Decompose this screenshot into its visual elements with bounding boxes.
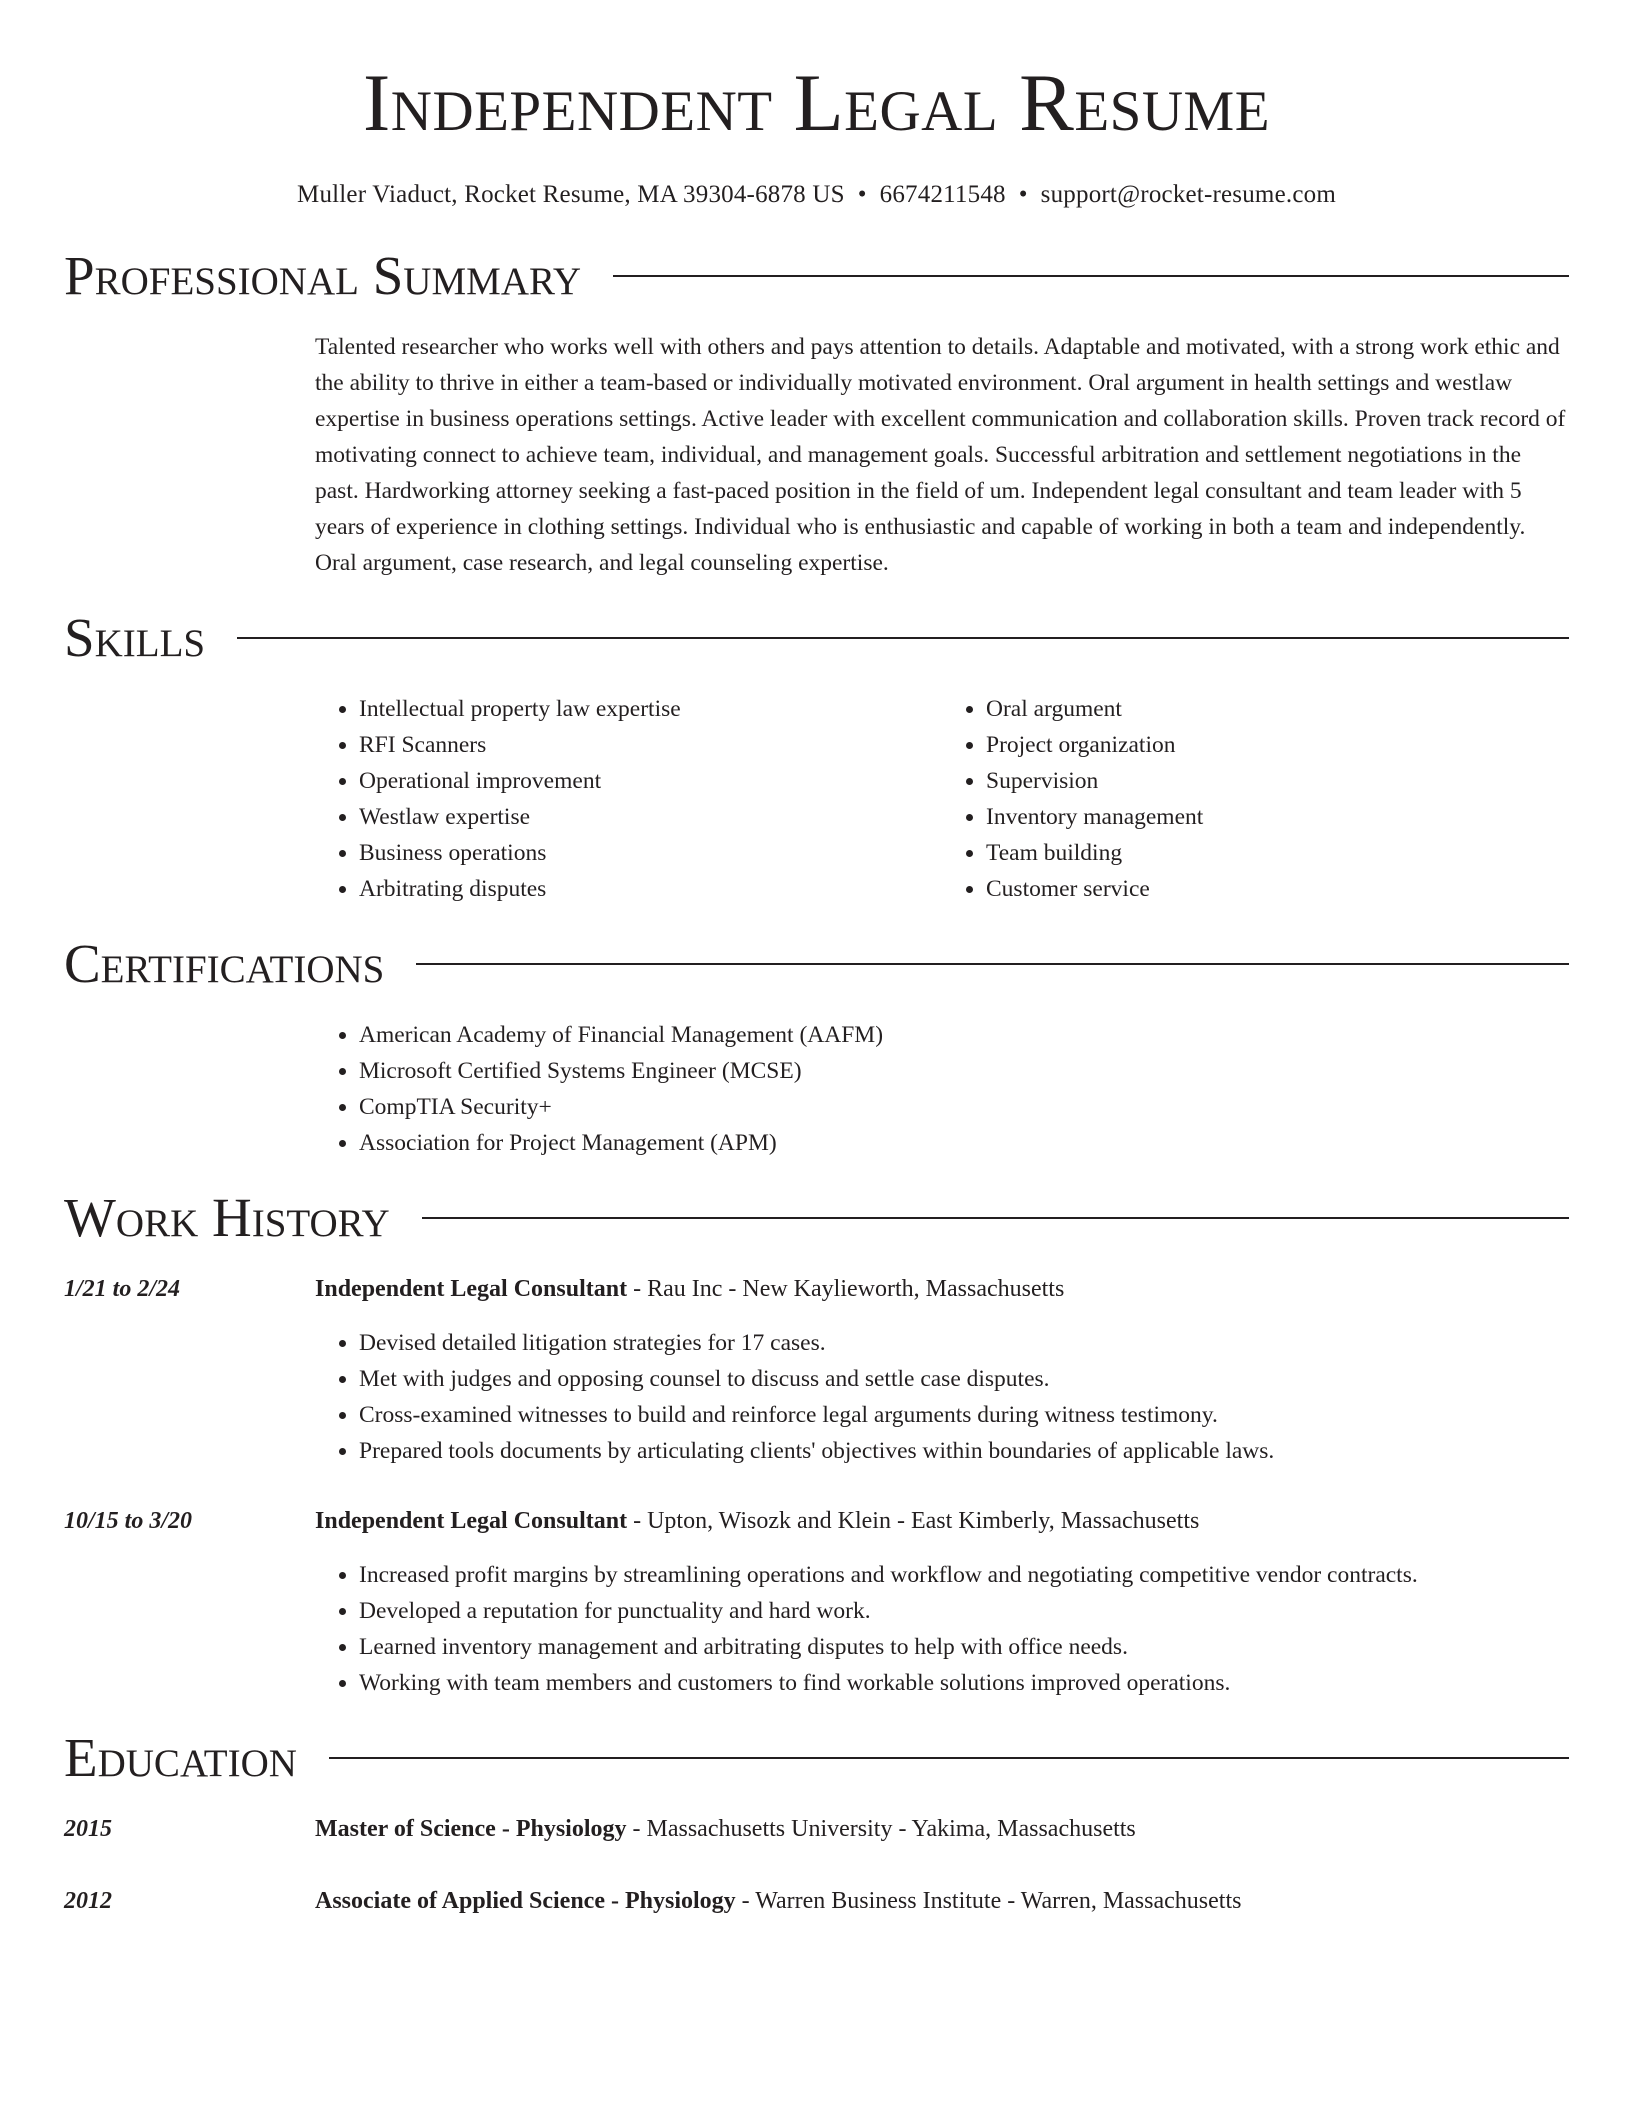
job-bullet: • Developed a reputation for punctuality and hard work. (359, 1593, 1569, 1629)
education-heading (315, 1811, 1569, 1847)
job-bullet-list (315, 1325, 1569, 1469)
section-title-education: Education (64, 1726, 297, 1788)
skill-item: • Operational improvement (359, 763, 942, 799)
contact-email: support@rocket-resume.com (1040, 181, 1336, 208)
certification-item: • CompTIA Security+ (359, 1089, 1569, 1125)
job-entry (64, 1503, 1569, 1539)
skill-item: • Project organization (986, 727, 1569, 763)
job-bullet: • Met with judges and opposing counsel to discuss and settle case disputes. (359, 1361, 1569, 1397)
skill-item: • Oral argument (986, 691, 1569, 727)
job-heading (315, 1271, 1569, 1307)
contact-line (64, 182, 1569, 207)
job-dates: 1/21 to 2/24 (64, 1276, 181, 1302)
skill-item: • Team building (986, 835, 1569, 871)
section-divider (613, 275, 1569, 277)
job-heading (315, 1503, 1569, 1539)
skill-item: • Arbitrating disputes (359, 871, 942, 907)
section-title-summary: Professional Summary (64, 244, 582, 306)
certification-item: • American Academy of Financial Management (AAFM) (359, 1017, 1569, 1053)
job-details: - Upton, Wisozk and Klein - East Kimberly, Massachusetts (627, 1508, 1200, 1534)
education-heading (315, 1883, 1569, 1919)
education-details: - Massachusetts University - Yakima, Massachusetts (626, 1816, 1136, 1842)
skill-item: • RFI Scanners (359, 727, 942, 763)
job-bullet: • Devised detailed litigation strategies for 17 cases. (359, 1325, 1569, 1361)
job-bullet: • Learned inventory management and arbitrating disputes to help with office needs. (359, 1629, 1569, 1665)
skill-item: • Business operations (359, 835, 942, 871)
skills-section (64, 607, 1569, 907)
job-bullet: • Cross-examined witnesses to build and reinforce legal arguments during witness testimony. (359, 1397, 1569, 1433)
job-bullet-list (315, 1557, 1569, 1701)
job-bullets (64, 1557, 1569, 1701)
job-bullets (64, 1325, 1569, 1469)
section-title-certifications: Certifications (64, 932, 385, 994)
skills-grid (64, 691, 1569, 907)
education-entry (64, 1883, 1569, 1919)
skill-item: • Customer service (986, 871, 1569, 907)
skill-item: • Inventory management (986, 799, 1569, 835)
job-details: - Rau Inc - New Kaylieworth, Massachusetts (627, 1276, 1065, 1302)
section-title-work-history: Work History (64, 1186, 390, 1248)
job-role: Independent Legal Consultant (315, 1276, 628, 1302)
certifications-section (64, 933, 1569, 1161)
skills-list-right (942, 691, 1569, 907)
job-bullet: • Increased profit margins by streamlining operations and workflow and negotiating competitive vendor contracts. (359, 1557, 1569, 1593)
certifications-list (315, 1017, 1569, 1161)
work-history-section (64, 1187, 1569, 1701)
section-header (64, 245, 1569, 305)
certification-item: • Microsoft Certified Systems Engineer (MCSE) (359, 1053, 1569, 1089)
section-divider (416, 963, 1569, 965)
resume-title: Independent Legal Resume (362, 57, 1271, 148)
job-bullet: • Prepared tools documents by articulating clients' objectives within boundaries of applicable laws. (359, 1433, 1569, 1469)
summary-section (64, 245, 1569, 581)
education-year: 2012 (64, 1888, 112, 1914)
skills-list-left (315, 691, 942, 907)
certifications-list-wrap (64, 1017, 1569, 1161)
education-year: 2015 (64, 1816, 112, 1842)
section-title-skills: Skills (64, 606, 206, 668)
summary-text: Talented researcher who works well with others and pays attention to details. Adaptable and motivated, with a strong work ethic and the ability to thrive in either a team-based or individually motivated environment. Oral argument in health settings and westlaw expertise in business operations settings. Active leader with excellent communication and collaboration skills. Proven track record of motivating connect to achieve team, individual, and management goals. Successful arbitration and settlement negotiations in the past. Hardworking attorney seeking a fast-paced position in the field of um. Independent legal consultant and team leader with 5 years of experience in clothing settings. Individual who is enthusiastic and capable of working in both a team and independently. Oral argument, case research, and legal counseling expertise. (315, 334, 1566, 576)
section-divider (422, 1217, 1569, 1219)
section-header (64, 1187, 1569, 1247)
job-dates: 10/15 to 3/20 (64, 1508, 193, 1534)
section-divider (329, 1757, 1569, 1759)
job-entry (64, 1271, 1569, 1307)
certification-item: • Association for Project Management (APM) (359, 1125, 1569, 1161)
skill-item: • Intellectual property law expertise (359, 691, 942, 727)
contact-address: Muller Viaduct, Rocket Resume, MA 39304-6878 US (297, 181, 845, 208)
skill-item: • Westlaw expertise (359, 799, 942, 835)
section-header (64, 607, 1569, 667)
contact-separator: • (1018, 181, 1028, 208)
section-header (64, 1727, 1569, 1787)
education-details: - Warren Business Institute - Warren, Massachusetts (735, 1888, 1242, 1914)
contact-separator: • (857, 181, 867, 208)
job-role: Independent Legal Consultant (315, 1508, 628, 1534)
job-bullet: • Working with team members and customers to find workable solutions improved operations. (359, 1665, 1569, 1701)
section-header (64, 933, 1569, 993)
contact-phone: 6674211548 (879, 181, 1006, 208)
education-section (64, 1727, 1569, 1919)
education-degree: Master of Science - Physiology (315, 1816, 627, 1842)
section-divider (237, 637, 1569, 639)
education-degree: Associate of Applied Science - Physiology (315, 1888, 736, 1914)
education-entry (64, 1811, 1569, 1847)
skill-item: • Supervision (986, 763, 1569, 799)
